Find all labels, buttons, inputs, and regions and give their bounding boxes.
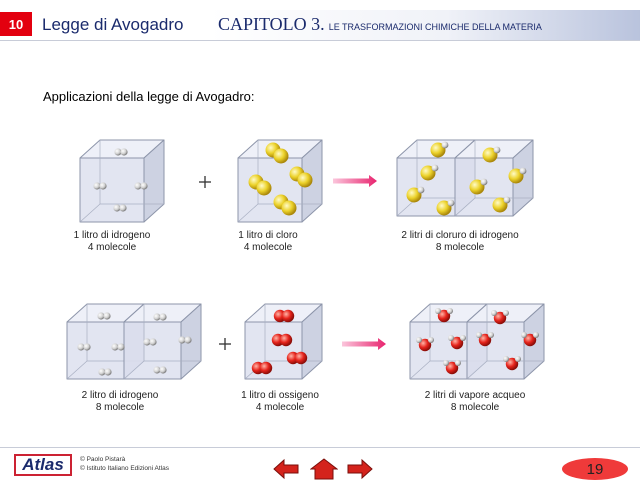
- credit-publisher: © Istituto Italiano Edizioni Atlas: [80, 465, 169, 472]
- caption-line: 8 molecole: [450, 402, 500, 413]
- lesson-title: Legge di Avogadro: [42, 15, 184, 34]
- hydrogen-atom: [460, 335, 466, 341]
- caption-line: 4 molecole: [87, 242, 137, 253]
- hydrogen-atom: [494, 147, 501, 154]
- caption-line: 1 litro di idrogeno: [73, 230, 151, 241]
- hydrogen-atom: [504, 197, 511, 204]
- chapter-number: CAPITOLO 3.: [218, 14, 325, 34]
- hydrogen-atom: [488, 332, 494, 338]
- hydrogen-atom: [120, 148, 127, 155]
- caption-chlorine-1l: [218, 230, 318, 254]
- publisher-logo: Atlas: [14, 454, 72, 476]
- oxygen-atom: [282, 310, 294, 322]
- hydrogen-atom: [184, 336, 191, 343]
- hydrogen-atom: [159, 313, 166, 320]
- hydrogen-atom: [515, 356, 521, 362]
- hydrogen-atom: [119, 204, 126, 211]
- arrow-left-icon[interactable]: [272, 458, 300, 480]
- caption-line: 4 molecole: [255, 402, 305, 413]
- hydrogen-atom: [416, 337, 422, 343]
- chlorine-atom: [282, 201, 297, 216]
- hydrogen-atom: [455, 360, 461, 366]
- hydrogen-atom: [149, 338, 156, 345]
- caption-line: 2 litri di vapore acqueo: [424, 390, 526, 401]
- hydrogen-atom: [491, 310, 497, 316]
- caption-oxygen-1l: [230, 390, 330, 414]
- hydrogen-atom: [443, 360, 449, 366]
- hydrogen-atom: [103, 312, 110, 319]
- hydrogen-atom: [520, 168, 527, 175]
- hydrogen-atom: [448, 335, 454, 341]
- caption-line: 1 litro di ossigeno: [241, 390, 319, 401]
- oxygen-atom: [295, 352, 307, 364]
- hydrogen-atom: [447, 308, 453, 314]
- arrow-right-icon[interactable]: [346, 458, 374, 480]
- caption-line: 4 molecole: [243, 242, 293, 253]
- hydrogen-atom: [99, 182, 106, 189]
- hydrogen-atom: [428, 337, 434, 343]
- credits: [80, 455, 169, 473]
- caption-line: 2 litro di idrogeno: [81, 390, 159, 401]
- reaction-arrow: [342, 338, 386, 350]
- hydrogen-atom: [104, 368, 111, 375]
- hydrogen-atom: [140, 182, 147, 189]
- caption-water-vapor-2l: [405, 390, 545, 414]
- caption-line: 2 litri di cloruro di idrogeno: [401, 230, 519, 241]
- hydrogen-atom: [521, 332, 527, 338]
- hydrogen-atom: [481, 179, 488, 186]
- footer-divider: [0, 447, 640, 448]
- hydrogen-atom: [476, 332, 482, 338]
- hydrogen-atom: [448, 200, 455, 207]
- caption-line: 1 litro di cloro: [238, 230, 298, 241]
- hydrogen-atom: [503, 310, 509, 316]
- oxygen-atom: [260, 362, 272, 374]
- hydrogen-atom: [503, 356, 509, 362]
- cube-front: [410, 322, 467, 379]
- section-heading: Applicazioni della legge di Avogadro:: [43, 89, 255, 104]
- chapter-subtitle: LE TRASFORMAZIONI CHIMICHE DELLA MATERIA: [328, 22, 542, 32]
- caption-hydrogen-1l: [62, 230, 162, 254]
- hydrogen-atom: [442, 142, 449, 149]
- hydrogen-atom: [435, 308, 441, 314]
- caption-hydrogen-2l: [70, 390, 170, 414]
- oxygen-atom: [280, 334, 292, 346]
- reaction-arrow: [333, 175, 377, 187]
- cube-front: [467, 322, 524, 379]
- hydrogen-atom: [432, 165, 439, 172]
- chlorine-atom: [257, 181, 272, 196]
- cube-front: [80, 158, 144, 222]
- cube-front: [124, 322, 181, 379]
- hydrogen-atom: [117, 343, 124, 350]
- credit-author: © Paolo Pistarà: [80, 456, 126, 463]
- caption-line: 8 molecole: [95, 402, 145, 413]
- chlorine-atom: [298, 173, 313, 188]
- chlorine-atom: [274, 149, 289, 164]
- caption-hcl-2l: [390, 230, 530, 254]
- caption-line: 8 molecole: [435, 242, 485, 253]
- hydrogen-atom: [533, 332, 539, 338]
- home-icon[interactable]: [310, 458, 338, 480]
- hydrogen-atom: [418, 187, 425, 194]
- hydrogen-atom: [83, 343, 90, 350]
- section-number-badge: 10: [0, 12, 32, 36]
- page-number: 19: [562, 458, 628, 480]
- hydrogen-atom: [159, 366, 166, 373]
